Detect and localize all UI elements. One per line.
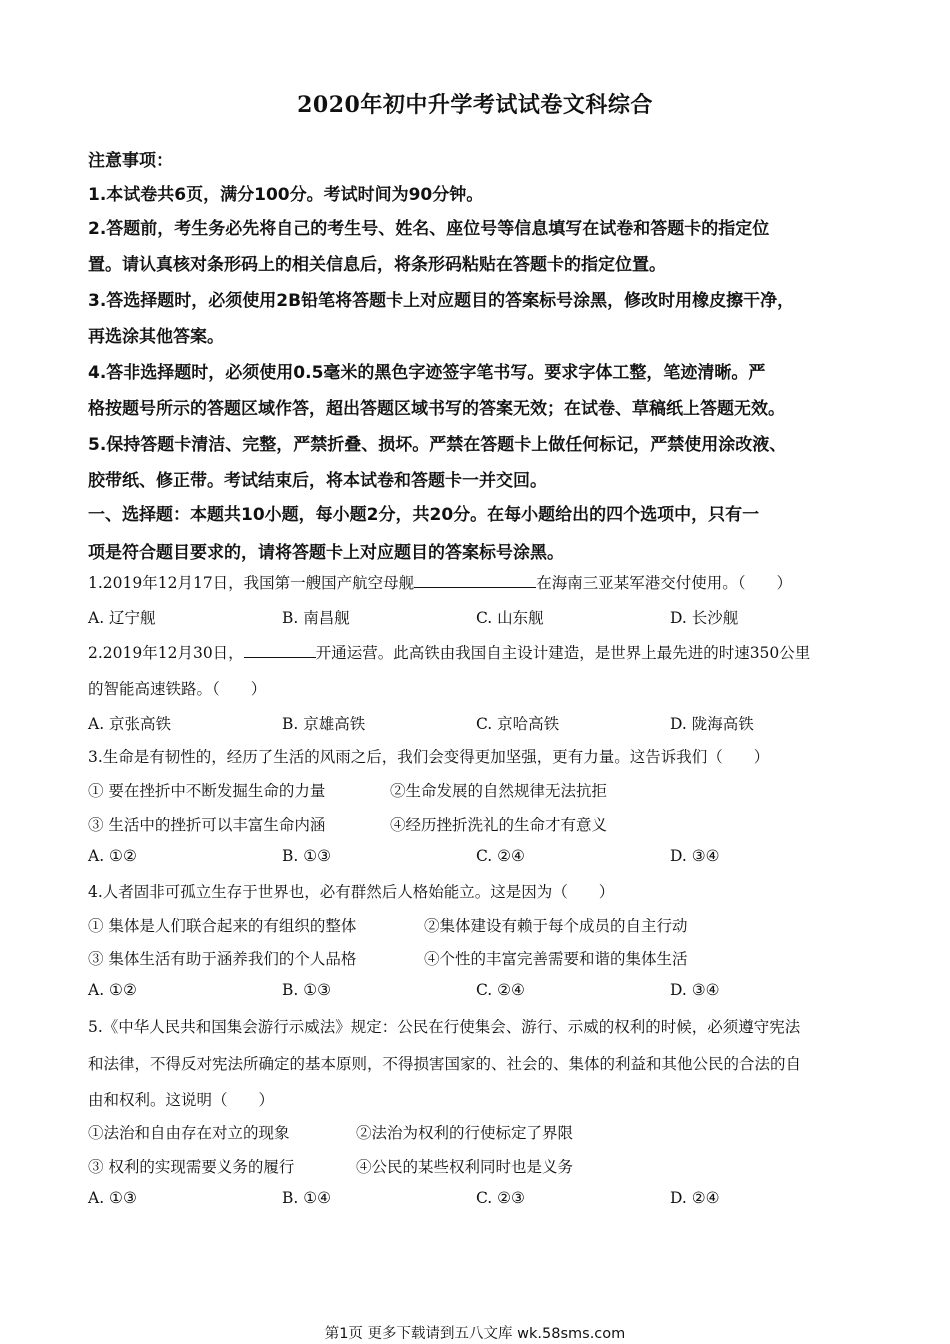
q4-option-a: A. ①② xyxy=(88,981,137,999)
q5-statement-1: ①法治和自由存在对立的现象 xyxy=(88,1124,290,1142)
section-heading-cont: 项是符合题目要求的，请将答题卡上对应题目的答案标号涂黑。 xyxy=(88,543,564,563)
question-1-text-b: 在海南三亚某军港交付使用。（ ） xyxy=(536,574,792,592)
q3-statement-1: ① 要在挫折中不断发掘生命的力量 xyxy=(88,782,326,800)
q3-statement-2: ②生命发展的自然规律无法抗拒 xyxy=(390,782,608,800)
question-3: 3.生命是有韧性的，经历了生活的风雨之后，我们会变得更加坚强，更有力量。这告诉我们（ ） xyxy=(88,748,770,766)
q5-statement-4: ④公民的某些权利同时也是义务 xyxy=(356,1158,574,1176)
q3-option-c: C. ②④ xyxy=(476,847,525,865)
q5-option-d: D. ②④ xyxy=(670,1189,720,1207)
q1-option-b: B. 南昌舰 xyxy=(282,609,350,627)
notice-line: 格按题号所示的答题区域作答，超出答题区域书写的答案无效；在试卷、草稿纸上答题无效。 xyxy=(88,399,785,419)
q2-option-c: C. 京哈高铁 xyxy=(476,715,560,733)
q5-option-b: B. ①④ xyxy=(282,1189,332,1207)
q2-option-a: A. 京张高铁 xyxy=(88,715,172,733)
q2-option-b: B. 京雄高铁 xyxy=(282,715,366,733)
q4-statement-4: ④个性的丰富完善需要和谐的集体生活 xyxy=(424,950,688,968)
question-5: 5.《中华人民共和国集会游行示威法》规定：公民在行使集会、游行、示威的权利的时候，必须遵守宪法 xyxy=(88,1018,801,1036)
q1-option-c: C. 山东舰 xyxy=(476,609,544,627)
question-1 xyxy=(88,571,792,593)
q2-option-d: D. 陇海高铁 xyxy=(670,715,754,733)
notice-line: 5.保持答题卡清洁、完整，严禁折叠、损坏。严禁在答题卡上做任何标记，严禁使用涂改液、 xyxy=(88,435,787,455)
page-footer: 第1页 更多下载请到五八文库 wk.58sms.com xyxy=(324,1326,626,1342)
exam-title: 2020年初中升学考试试卷文科综合 xyxy=(297,92,653,118)
q3-option-d: D. ③④ xyxy=(670,847,720,865)
notice-line: 置。请认真核对条形码上的相关信息后，将条形码粘贴在答题卡的指定位置。 xyxy=(88,255,666,275)
answer-blank xyxy=(414,572,536,589)
question-5-cont: 和法律，不得反对宪法所确定的基本原则，不得损害国家的、社会的、集体的利益和其他公民的合法的自 xyxy=(88,1055,802,1073)
question-2-text-b: 开通运营。此高铁由我国自主设计建造，是世界上最先进的时速350公里 xyxy=(315,644,811,662)
notice-line: 2.答题前，考生务必先将自己的考生号、姓名、座位号等信息填写在试卷和答题卡的指定位 xyxy=(88,219,770,239)
q5-option-c: C. ②③ xyxy=(476,1189,525,1207)
q4-option-d: D. ③④ xyxy=(670,981,720,999)
q3-statement-4: ④经历挫折洗礼的生命才有意义 xyxy=(390,816,608,834)
q4-statement-3: ③ 集体生活有助于涵养我们的个人品格 xyxy=(88,950,357,968)
question-2-cont: 的智能高速铁路。（ ） xyxy=(88,680,267,698)
q1-option-a: A. 辽宁舰 xyxy=(88,609,156,627)
q3-option-a: A. ①② xyxy=(88,847,137,865)
question-1-text-a: 1.2019年12月17日，我国第一艘国产航空母舰 xyxy=(88,574,415,592)
q4-option-b: B. ①③ xyxy=(282,981,332,999)
q5-option-a: A. ①③ xyxy=(88,1189,137,1207)
q1-option-d: D. 长沙舰 xyxy=(670,609,739,627)
notice-heading: 注意事项： xyxy=(88,151,173,171)
q3-statement-3: ③ 生活中的挫折可以丰富生命内涵 xyxy=(88,816,326,834)
q4-statement-1: ① 集体是人们联合起来的有组织的整体 xyxy=(88,917,357,935)
answer-blank xyxy=(244,642,316,659)
q4-option-c: C. ②④ xyxy=(476,981,525,999)
question-2-text-a: 2.2019年12月30日， xyxy=(88,644,244,662)
question-5-cont: 由和权利。这说明（ ） xyxy=(88,1091,275,1109)
q5-statement-3: ③ 权利的实现需要义务的履行 xyxy=(88,1158,295,1176)
section-heading: 一、选择题：本题共10小题，每小题2分，共20分。在每小题给出的四个选项中，只有一 xyxy=(88,505,760,525)
notice-line: 1.本试卷共6页，满分100分。考试时间为90分钟。 xyxy=(88,185,484,205)
question-2 xyxy=(88,641,810,663)
q5-statement-2: ②法治为权利的行使标定了界限 xyxy=(356,1124,574,1142)
q4-statement-2: ②集体建设有赖于每个成员的自主行动 xyxy=(424,917,688,935)
q3-option-b: B. ①③ xyxy=(282,847,332,865)
notice-line: 胶带纸、修正带。考试结束后，将本试卷和答题卡一并交回。 xyxy=(88,471,547,491)
question-4: 4.人者固非可孤立生存于世界也，必有群然后人格始能立。这是因为（ ） xyxy=(88,883,615,901)
notice-line: 3.答选择题时，必须使用2B铅笔将答题卡上对应题目的答案标号涂黑，修改时用橡皮擦干净， xyxy=(88,291,795,311)
notice-line: 4.答非选择题时，必须使用0.5毫米的黑色字迹签字笔书写。要求字体工整，笔迹清晰。严 xyxy=(88,363,766,383)
notice-line: 再选涂其他答案。 xyxy=(88,327,224,347)
